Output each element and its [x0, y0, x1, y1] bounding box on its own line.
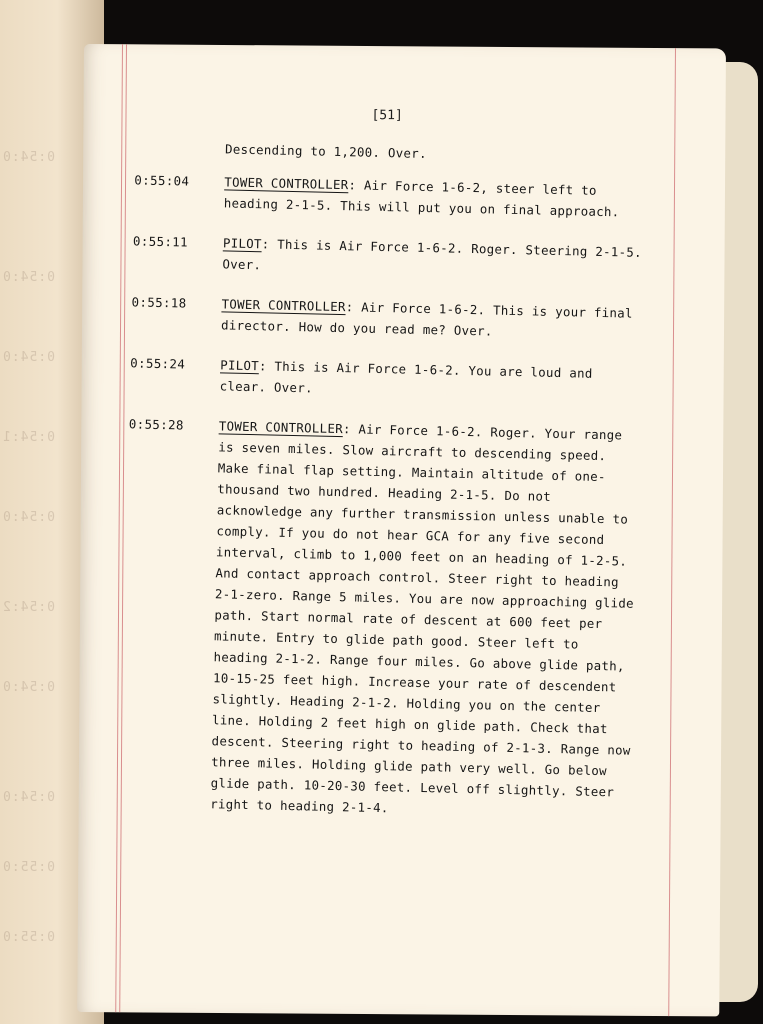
- speaker-label: TOWER CONTROLLER: [224, 174, 349, 193]
- bleed-through-text: 0:54:0: [2, 150, 55, 165]
- speaker-label: PILOT: [220, 357, 260, 374]
- speaker-label: TOWER CONTROLLER: [218, 418, 344, 437]
- document-page: [77, 44, 726, 1016]
- bleed-through-text: 0:54:0: [2, 270, 55, 285]
- transcript-entry: [120, 413, 689, 825]
- entry-body: : This is Air Force 1-6-2. Roger. Steering 2-1-5. Over.: [222, 236, 643, 273]
- bleed-through-text: 0:54:2: [2, 600, 55, 615]
- bleed-through-text: 0:54:0: [2, 790, 55, 805]
- timestamp: 0:55:11: [132, 233, 189, 250]
- timestamp: 0:55:04: [134, 172, 190, 189]
- entry-text: [210, 415, 639, 823]
- entry-body: : Air Force 1-6-2, steer left to heading 2-1-5. This will put you on final approach.: [223, 177, 620, 220]
- page-number: [51]: [371, 108, 403, 124]
- entry-body: : This is Air Force 1-6-2. You are loud and clear. Over.: [219, 358, 593, 396]
- bleed-through-text: 0:54:0: [2, 350, 55, 365]
- bleed-through-text: 0:54:0: [2, 510, 55, 525]
- transcript-entry: [135, 136, 695, 170]
- timestamp: 0:55:24: [130, 355, 186, 372]
- speaker-label: PILOT: [222, 235, 262, 252]
- bleed-through-text: 0:54:1: [2, 430, 55, 445]
- timestamp: 0:55:18: [131, 294, 187, 311]
- entry-text: [219, 354, 640, 406]
- entry-body: : Air Force 1-6-2. This is your final director. How do you read me? Over.: [220, 299, 633, 339]
- timestamp: [135, 136, 215, 138]
- bleed-through-text: 0:54:0: [2, 680, 55, 695]
- speaker-label: TOWER CONTROLLER: [221, 296, 346, 315]
- transcript-entry: [130, 352, 691, 407]
- transcript-entry: [134, 169, 695, 224]
- bleed-through-text: 0:55:0: [2, 860, 55, 875]
- entry-body: Descending to 1,200. Over.: [224, 141, 427, 161]
- transcript-entry: [131, 291, 692, 346]
- entry-text: [222, 232, 643, 284]
- transcript-entry: [132, 230, 693, 285]
- entry-text: [224, 171, 645, 223]
- entry-text: [225, 138, 645, 169]
- bleed-through-text: 0:55:0: [2, 930, 55, 945]
- entry-body: : Air Force 1-6-2. Roger. Your range is seven miles. Slow aircraft to descending speed. Make final flap setting. Maintain altitude of one-thousand two hundred. Heading 2-1-5. Do not acknowledge any further transmission unless unable to comply. If you do not hear GCA for any five second interval, climb to 1,000 feet on an heading of 1-2-5. And contact approach control. Steer right to heading 2-1-zero. Range 5 miles. You are now approaching glide path. Start normal rate of descent at 600 feet per minute. Entry to glide path good. Steer left to heading 2-1-2. Range four miles. Go above glide path, 10-15-25 feet high. Increase your rate of descendent slightly. Heading 2-1-2. Holding you on the center line. Holding 2 feet high on glide path. Check that descent. Steering right to heading of 2-1-3. Range now three miles. Holding glide path very well. Go below glide path. 10-20-30 feet. Level off slightly. Steer right to heading 2-1-4.: [210, 421, 635, 816]
- entry-text: [221, 293, 642, 345]
- timestamp: 0:55:28: [128, 416, 185, 433]
- transcript: [120, 136, 696, 844]
